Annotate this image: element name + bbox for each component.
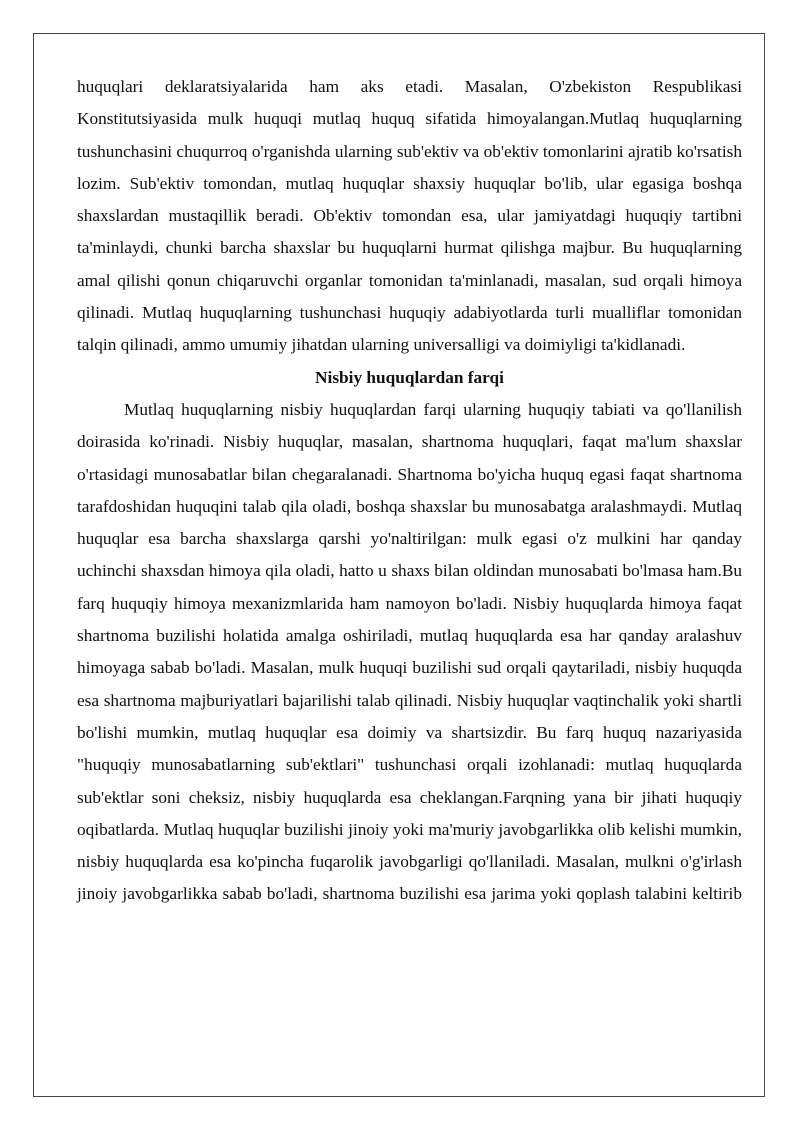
body-paragraph: Mutlaq huquqlarning nisbiy huquqlardan farqi ularning huquqiy tabiati va qo'llanilish doirasida ko'rinadi. Nisbiy huquqlar, masalan, shartnoma huquqlari, faqat ma'lum shaxslar o'rtasidagi munosabatlar bilan chegaralanadi. Shartnoma bo'yicha huquq egasi faqat shartnoma tarafdoshidan huquqini talab qila oladi, boshqa shaxslar bu munosabatga aralashmaydi. Mutlaq huquqlar esa barcha shaxslarga qarshi yo'naltirilgan: mulk egasi o'z mulkini har qanday uchinchi shaxsdan himoya qila oladi, hatto u shaxs bilan oldindan munosabati bo'lmasa ham.Bu farq huquqiy himoya mexanizmlarida ham namoyon bo'ladi. Nisbiy huquqlarda himoya faqat shartnoma buzilishi holatida amalga oshiriladi, mutlaq huquqlarda esa har qanday aralashuv himoyaga sabab bo'ladi. Masalan, mulk huquqi buzilishi sud orqali qaytariladi, nisbiy huquqda esa shartnoma majburiyatlari bajarilishi talab qilinadi. Nisbiy huquqlar vaqtinchalik yoki shartli bo'lishi mumkin, mutlaq huquqlar esa doimiy va shartsizdir. Bu farq huquq nazariyasida "huquqiy munosabatlarning sub'ektlari" tushunchasi orqali izohlanadi: mutlaq huquqlarda sub'ektlar soni cheksiz, nisbiy huquqlarda esa cheklangan.Farqning yana bir jihati huquqiy oqibatlarda. Mutlaq huquqlar buzilishi jinoiy yoki ma'muriy javobgarlikka olib kelishi mumkin, nisbiy huquqlarda esa ko'pincha fuqarolik javobgarligi qo'llaniladi. Masalan, mulkni o'g'irlash jinoiy javobgarlikka sabab bo'ladi, shartnoma buzilishi esa jarima yoki qoplash talabini keltirib (77, 399, 742, 904)
document-body (77, 71, 742, 911)
section-heading: Nisbiy huquqlardan farqi (315, 367, 504, 387)
body-paragraph: huquqlari deklaratsiyalarida ham aks etadi. Masalan, O'zbekiston Respublikasi Konstitutsiyasida mulk huquqi mutlaq huquq sifatida himoyalangan.Mutlaq huquqlarning tushunchasini chuqurroq o'rganishda ularning sub'ektiv va ob'ektiv tomonlarini ajratib ko'rsatish lozim. Sub'ektiv tomondan, mutlaq huquqlar shaxsiy huquqlar bo'lib, ular egasiga boshqa shaxslardan mustaqillik beradi. Ob'ektiv tomondan esa, ular jamiyatdagi huquqiy tartibni ta'minlaydi, chunki barcha shaxslar bu huquqlarni hurmat qilishga majbur. Bu huquqlarning amal qilishi qonun chiqaruvchi organlar tomonidan ta'minlanadi, masalan, sud orqali himoya qilinadi. Mutlaq huquqlarning tushunchasi huquqiy adabiyotlarda turli mualliflar tomonidan talqin qilinadi, ammo umumiy jihatdan ularning universalligi va doimiyligi ta'kidlanadi. (77, 77, 742, 355)
